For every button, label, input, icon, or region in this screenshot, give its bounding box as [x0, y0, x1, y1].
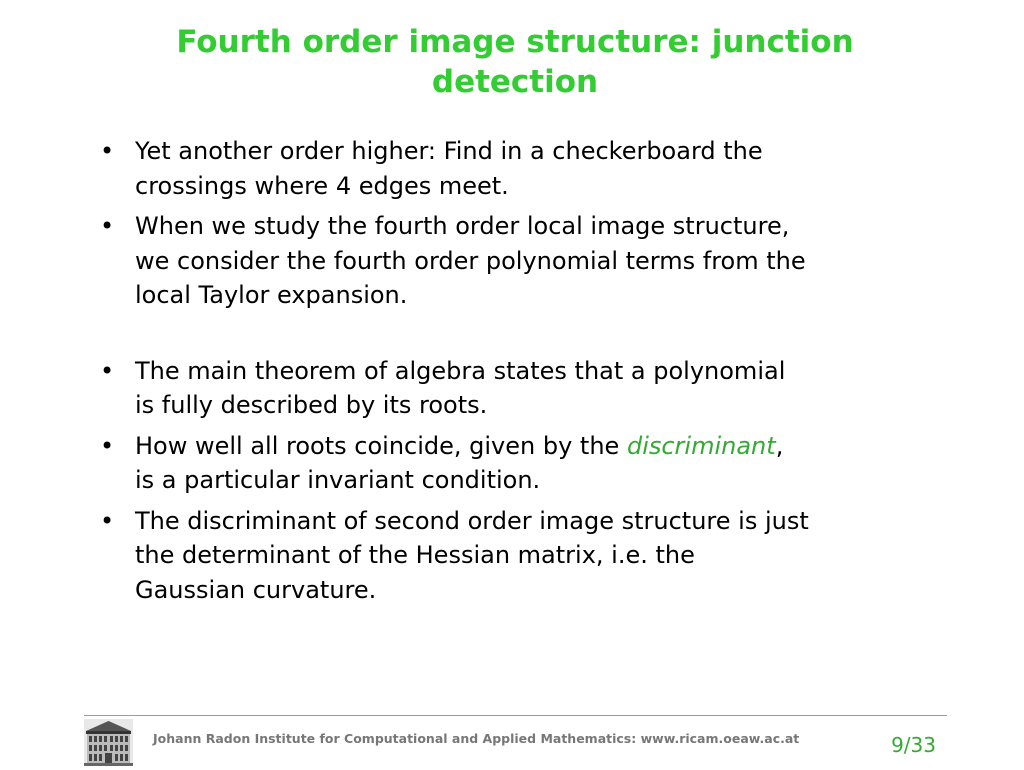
bullet-4-line-2: is a particular invariant condition. — [135, 466, 541, 494]
bullet-item-5 — [96, 504, 956, 608]
bullet-3-line-2: is fully described by its roots. — [135, 391, 488, 419]
bullet-2-line-1: When we study the fourth order local image structure, — [135, 212, 790, 240]
bullet-4-text-after: , — [775, 431, 784, 460]
bullet-item-2 — [96, 209, 956, 313]
bullet-5-line-2: the determinant of the Hessian matrix, i.e. the — [135, 541, 695, 569]
bullet-2-line-2: we consider the fourth order polynomial terms from the — [135, 246, 806, 275]
bullet-2-line-3: local Taylor expansion. — [135, 281, 408, 309]
footer-institute-text: Johann Radon Institute for Computational and Applied Mathematics: www.ricam.oeaw.ac.at — [153, 731, 800, 746]
slide-title — [100, 22, 930, 102]
bullet-list — [96, 134, 956, 613]
bullet-4-line-1 — [135, 429, 956, 464]
bullet-dot: • — [100, 137, 115, 165]
bullet-dot: • — [100, 506, 115, 535]
bullet-5-line-3: Gaussian curvature. — [135, 575, 377, 604]
discriminant-emphasis: discriminant — [626, 431, 776, 460]
footer-divider — [84, 715, 947, 716]
bullet-item-4 — [96, 429, 956, 498]
bullet-1-line-2: crossings where 4 edges meet. — [135, 171, 509, 200]
bullet-3-line-1: The main theorem of algebra states that a polynomial — [135, 356, 786, 385]
bullet-4-text-before: How well all roots coincide, given by the — [135, 431, 627, 460]
page-number: 9/33 — [891, 733, 936, 757]
bullet-item-1 — [96, 134, 956, 203]
bullet-dot: • — [100, 431, 115, 460]
slide-title-line-1: Fourth order image structure: junction — [176, 24, 854, 60]
bullet-1-line-1: Yet another order higher: Find in a checkerboard the — [135, 137, 763, 165]
bullet-dot: • — [100, 356, 115, 385]
spacer — [96, 319, 956, 354]
bullet-dot: • — [100, 212, 115, 240]
bullet-item-3 — [96, 354, 956, 423]
institute-building-logo-icon — [84, 719, 133, 766]
slide-title-line-2: detection — [431, 64, 599, 100]
bullet-5-line-1: The discriminant of second order image structure is just — [135, 506, 809, 535]
